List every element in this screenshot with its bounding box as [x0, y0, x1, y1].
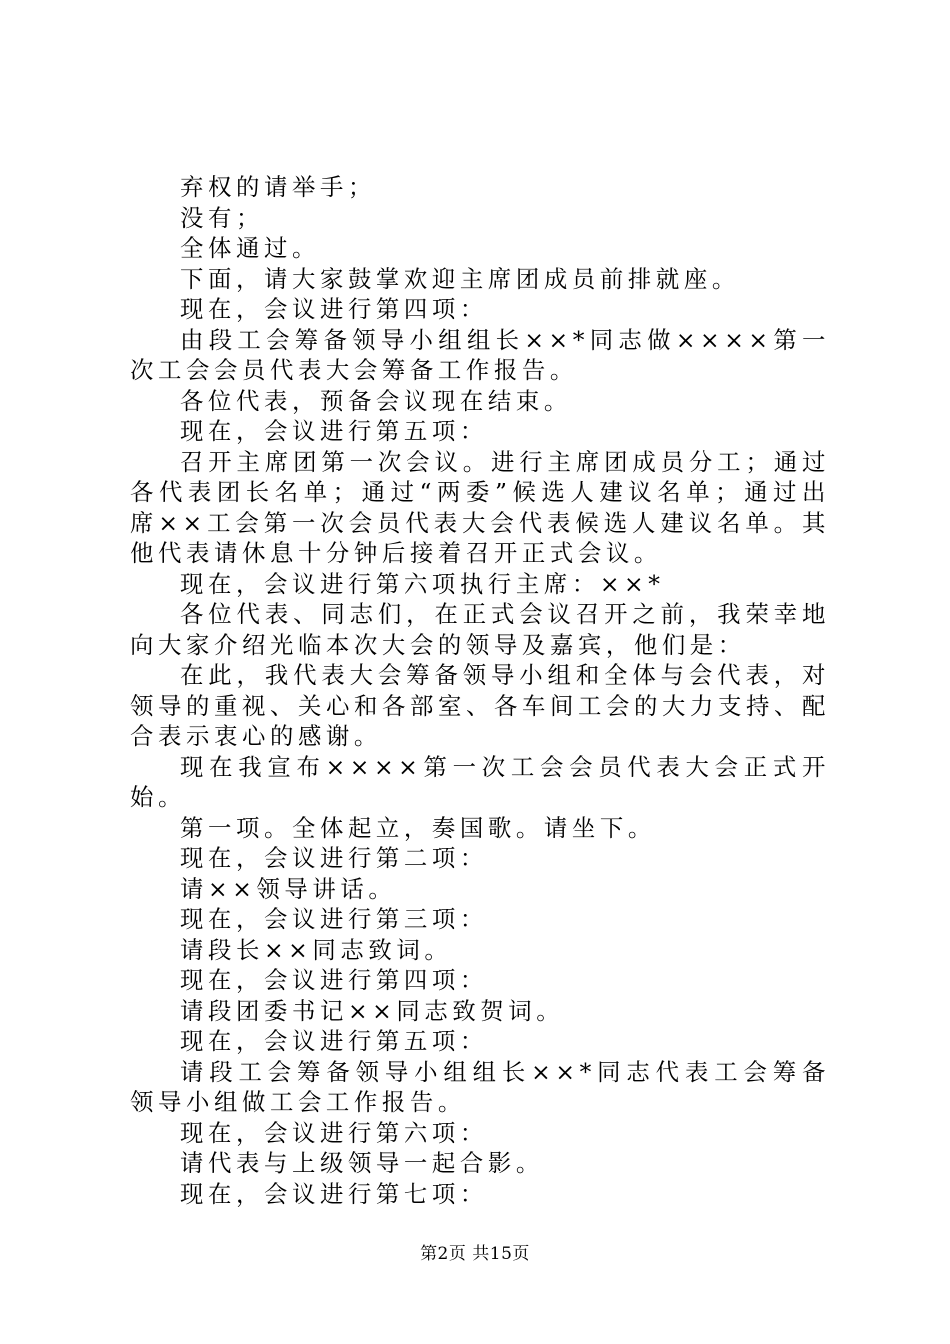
paragraph: 全体通过。 [180, 234, 320, 262]
paragraph: 第一项。全体起立，奏国歌。请坐下。 [180, 813, 656, 842]
paragraph: 现在，会议进行第六项执行主席：××* [180, 569, 665, 598]
paragraph: 下面，请大家鼓掌欢迎主席团成员前排就座。 [180, 264, 740, 293]
paragraph: 现在，会议进行第四项： [180, 966, 488, 994]
paragraph: 请段团委书记××同志致贺词。 [180, 996, 565, 1025]
paragraph: 现在，会议进行第五项： [180, 417, 488, 445]
paragraph: 请××领导讲话。 [180, 874, 397, 903]
page-number-footer: 第2页 共15页 [420, 1244, 530, 1264]
paragraph: 现在，会议进行第三项： [180, 905, 488, 933]
paragraph: 各位代表，预备会议现在结束。 [180, 386, 572, 415]
paragraph: 现在，会议进行第六项： [180, 1118, 488, 1147]
paragraph: 召开主席团第一次会议。进行主席团成员分工；通过各代表团长名单；通过“两委”候选人建议名单；通过出席××工会第一次会员代表大会代表候选人建议名单。其他代表请休息十分钟后接着召开正式会议。 [130, 447, 830, 567]
paragraph: 弃权的请举手； [180, 173, 376, 201]
paragraph: 请代表与上级领导一起合影。 [180, 1149, 544, 1177]
paragraph: 请段长××同志致词。 [180, 935, 453, 964]
paragraph: 现在，会议进行第五项： [180, 1027, 488, 1055]
paragraph: 在此，我代表大会筹备领导小组和全体与会代表，对领导的重视、关心和各部室、各车间工会的大力支持、配合表示衷心的感谢。 [130, 661, 830, 750]
document-body [130, 172, 830, 1209]
paragraph: 现在，会议进行第二项： [180, 844, 488, 872]
paragraph: 请段工会筹备领导小组组长××*同志代表工会筹备领导小组做工会工作报告。 [130, 1057, 830, 1116]
paragraph: 各位代表、同志们，在正式会议召开之前，我荣幸地向大家介绍光临本次大会的领导及嘉宾，他们是： [130, 600, 830, 659]
paragraph: 现在，会议进行第四项： [180, 295, 488, 323]
paragraph: 没有； [180, 203, 264, 232]
paragraph: 由段工会筹备领导小组组长××*同志做××××第一次工会会员代表大会筹备工作报告。 [130, 325, 830, 384]
paragraph: 现在，会议进行第七项： [180, 1179, 488, 1208]
paragraph: 现在我宣布××××第一次工会会员代表大会正式开始。 [130, 752, 830, 811]
